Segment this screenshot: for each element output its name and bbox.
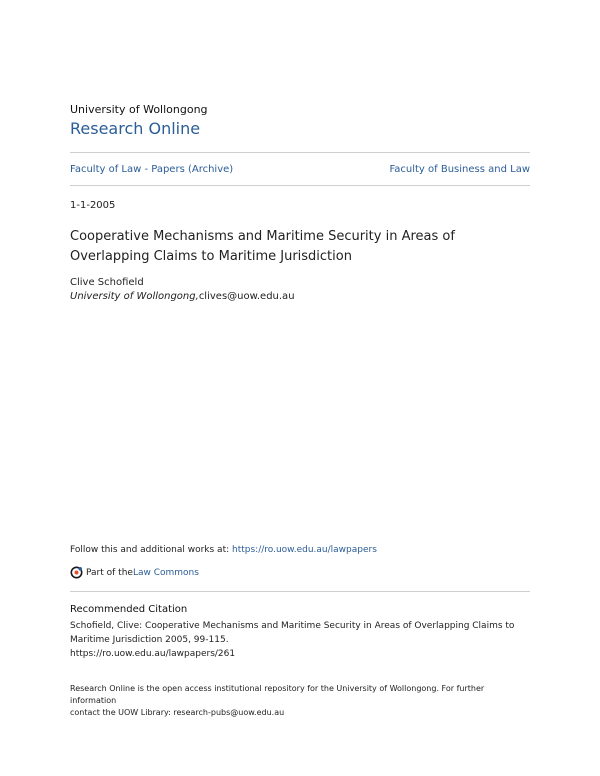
author-affiliation: University of Wollongong,clives@uow.edu.au	[70, 291, 295, 302]
law-commons-link[interactable]: Law Commons	[132, 567, 199, 578]
cover-page	[70, 0, 530, 776]
follow-line	[70, 545, 377, 555]
citation-line: Schofield, Clive: Cooperative Mechanisms and Maritime Security in Areas of Overlapping Claims to	[70, 621, 515, 631]
part-of-line	[70, 566, 199, 579]
divider	[70, 152, 530, 153]
affiliation-name: University of Wollongong	[70, 291, 196, 302]
repository-footer	[70, 683, 530, 719]
part-of-label: Part of the	[86, 567, 133, 578]
author-email[interactable]: clives@uow.edu.au	[198, 291, 295, 302]
commons-network-icon	[70, 566, 83, 579]
citation-line: Maritime Jurisdiction 2005, 99-115.	[70, 635, 229, 645]
collection-link[interactable]: Faculty of Law - Papers (Archive)	[70, 164, 234, 175]
citation-text	[70, 619, 530, 661]
institution-name: University of Wollongong	[70, 103, 208, 116]
footer-line: Research Online is the open access institutional repository for the University of Wollongong. For further information	[70, 684, 485, 705]
author-name: Clive Schofield	[70, 277, 144, 288]
follow-url-link[interactable]: https://ro.uow.edu.au/lawpapers	[232, 545, 377, 555]
faculty-link[interactable]: Faculty of Business and Law	[389, 164, 530, 175]
publication-date: 1-1-2005	[70, 200, 116, 211]
divider	[70, 591, 530, 592]
site-title-link[interactable]: Research Online	[70, 119, 201, 138]
citation-url[interactable]: https://ro.uow.edu.au/lawpapers/261	[70, 649, 236, 659]
footer-line: contact the UOW Library: research-pubs@uow.edu.au	[70, 708, 285, 717]
divider	[70, 185, 530, 186]
follow-label: Follow this and additional works at:	[70, 545, 232, 555]
paper-title: Cooperative Mechanisms and Maritime Security in Areas of Overlapping Claims to Maritime Jurisdiction	[70, 229, 455, 264]
citation-heading: Recommended Citation	[70, 604, 188, 615]
